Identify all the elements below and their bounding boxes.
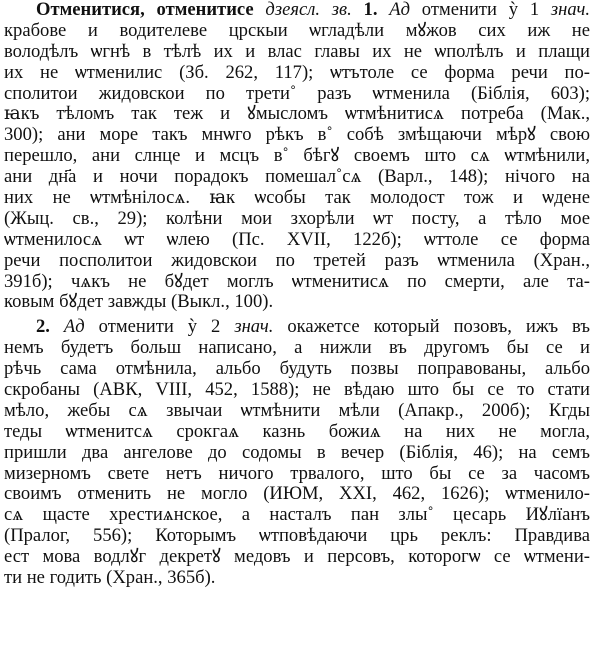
text-line: рѣчь сама отмѣнила, альбо будуть позвы поправованы, альбо bbox=[4, 358, 590, 380]
definition-tag: знач. bbox=[550, 0, 590, 20]
sense-number: 2. bbox=[36, 316, 50, 338]
definition-text: отменити ỳ 2 bbox=[84, 316, 235, 338]
text-line: мѣло, жебы сѧ звычаи ѡтмѣнити мѣли (Апакр., 200б); Кгды bbox=[4, 399, 590, 421]
text-line: скробаны (АВК, VIII, 452, 1588); не вѣдаю што бы се то стати bbox=[4, 379, 590, 401]
text-line: 300); ани море такъ мнѡго рѣкъ в˚ собѣ змѣщаючи мѣрꙋ свою bbox=[4, 124, 590, 146]
text-line: ани дн҃а и ночи порадокъ помешал˚сѧ (Варл., 148); нічого на bbox=[4, 166, 590, 188]
headword: Отменитися, отменитисе bbox=[36, 0, 254, 20]
text-line: 391б); чѧкъ не бꙋдет моглъ ѡтменитисѧ по смерти, але та- bbox=[4, 270, 590, 292]
definition-prefix: Ад bbox=[63, 316, 85, 338]
text-line: их не ѡтменилис (Зб. 262, 117); ѡтътоле се форма речи по- bbox=[4, 61, 590, 83]
text-line: теды ѡтменитсѧ срокгаѧ казнь божиѧ на них не могла, bbox=[4, 420, 590, 442]
text-line: своимъ отменить не могло (ИЮМ, XXI, 462, 1626); ѡтменило- bbox=[4, 483, 590, 505]
text-line: немъ будетъ больш написано, а нижли въ другомъ бы се и bbox=[4, 337, 590, 359]
text-line: ѡтменилосѧ ѡт ѡлею (Пс. XVII, 122б); ѡттоле се форма bbox=[4, 228, 590, 250]
text-line: перешло, ани слнце и мсцъ в˚ бѣгꙋ своемъ што сѧ ѡтмѣнили, bbox=[4, 145, 590, 167]
text-line: сполитои жидовскои по трети˚ разъ ѡтменила (Біблія, 603); bbox=[4, 82, 590, 104]
text-line: ест мова водлꙋг декретꙋ медовъ и персовъ, которогѡ се ѡтмени- bbox=[4, 546, 590, 568]
grammar-label: дзеясл. зв. bbox=[265, 0, 352, 20]
text-line: речи посполитои жидовскои по третей разъ ѡтменила (Хран., bbox=[4, 249, 590, 271]
sense2-first-line bbox=[4, 317, 590, 338]
text-line: (Жыц. св., 29); колѣни мои зхорѣли ѡт посту, а тѣло мое bbox=[4, 207, 590, 229]
definition-continuation: окажетсе который позовъ, ижъ въ bbox=[287, 316, 590, 338]
text-line: (Пралог, 556); Которымъ ѡтповѣдаючи црь реклъ: Правдива bbox=[4, 525, 590, 547]
text-line: сѧ щасте хрестиѧнское, а насталъ пан злы˚ цесарь Иꙋлїанъ bbox=[4, 504, 590, 526]
text-line: ꙗкъ тѣломъ так теж и ꙋмысломъ ѡтмѣнитисѧ потреба (Мак., bbox=[4, 103, 590, 125]
sense-number: 1. bbox=[363, 0, 378, 20]
text-line: них не ѡтмѣнілосѧ. ꙗк ѡсобы так молодост тож и ѡдене bbox=[4, 187, 590, 209]
text-line: ковым бꙋдет завжды (Выкл., 100). bbox=[4, 291, 274, 313]
text-line: ти не годить (Хран., 365б). bbox=[4, 567, 216, 589]
text-line: мизерномъ свете нетъ ничого трвалого, што бы се за часомъ bbox=[4, 462, 590, 484]
entry-first-line bbox=[4, 0, 590, 21]
text-line: пришли два ангелове до содомы в вечер (Біблія, 46); на семъ bbox=[4, 441, 590, 463]
definition-text: отменити ỳ 1 bbox=[410, 0, 551, 20]
definition-tag: знач. bbox=[234, 316, 274, 338]
text-line: крабове и водителеве црскыи ѡгладѣли мꙋжов сих иж не bbox=[4, 19, 590, 41]
text-line: володѣлъ ѡгнѣ в тѣлѣ их и влас главы их не ѡполѣлъ и плащи bbox=[4, 40, 590, 62]
definition-prefix: Ад bbox=[389, 0, 411, 20]
